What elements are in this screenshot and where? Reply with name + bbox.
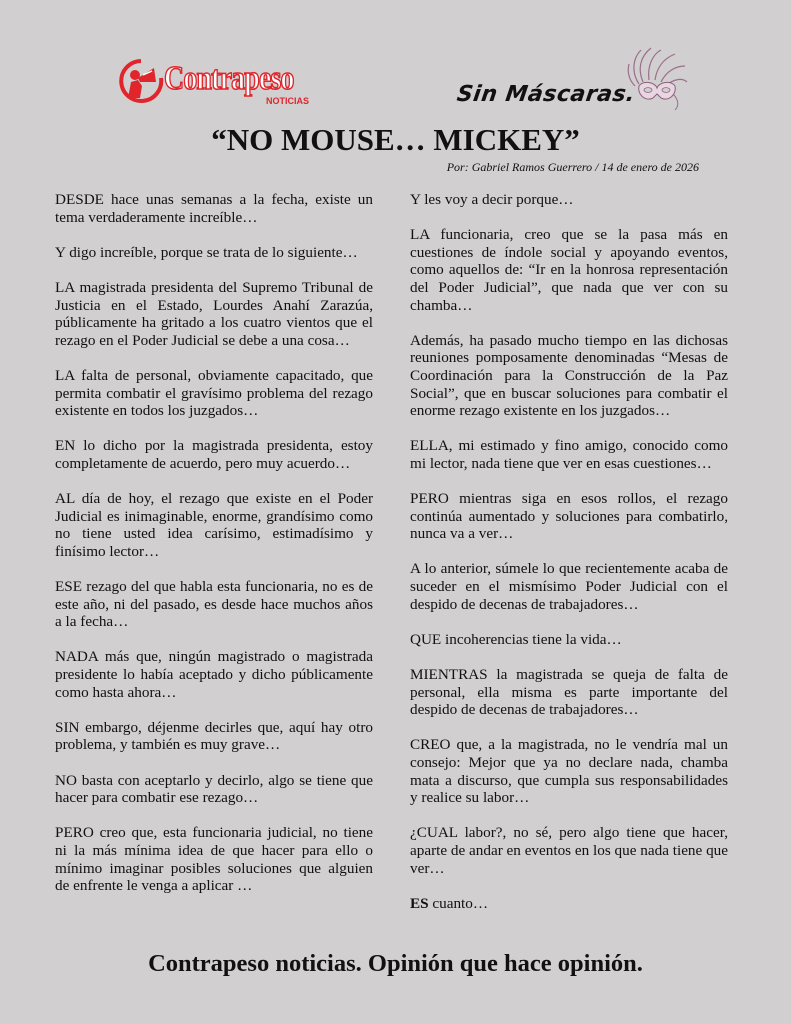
article-column-left bbox=[55, 191, 373, 912]
article-title: “NO MOUSE… MICKEY” bbox=[211, 122, 580, 157]
paragraph: NADA más que, ningún magistrado o magistrada presidente lo había aceptado y dicho públicamente como hasta ahora… bbox=[55, 648, 373, 701]
article-column-right bbox=[410, 191, 728, 930]
paragraph: CREO que, a la magistrada, no le vendría mal un consejo: Mejor que ya no declare nada, chamba mata a discurso, que cumpla sus responsabilidades y realice su labor… bbox=[410, 736, 728, 807]
paragraph: NO basta con aceptarlo y decirlo, algo se tiene que hacer para combatir ese rezago… bbox=[55, 771, 373, 807]
sin-mascaras-logo bbox=[455, 44, 695, 114]
paragraph: LA falta de personal, obviamente capacitado, que permita combatir el gravísimo problema del rezago existente en todos los juzgados… bbox=[55, 366, 373, 420]
paragraph: Además, ha pasado mucho tiempo en las dichosas reuniones pomposamente denominadas “Mesas de Coordinación para la Construcción de la Paz Social”, que en buscar soluciones para combatir el enorme rezago existente en los juzgados… bbox=[410, 331, 728, 420]
paragraph: SIN embargo, déjenme decirles que, aquí hay otro problema, y también es muy grave… bbox=[55, 718, 373, 754]
closing-rest: cuanto… bbox=[428, 894, 489, 912]
paragraph: Y digo increíble, porque se trata de lo siguiente… bbox=[55, 243, 358, 261]
closing-bold: ES bbox=[410, 894, 429, 912]
paragraph: A lo anterior, súmele lo que recientemente acaba de suceder en el mismísimo Poder Judicial con el despido de decenas de trabajadores… bbox=[410, 560, 728, 613]
carnival-mask-icon bbox=[625, 44, 689, 110]
megaphone-icon bbox=[118, 58, 164, 104]
paragraph: ESE rezago del que habla esta funcionaria, no es de este año, ni del pasado, es desde hace muchos años a la fecha… bbox=[55, 578, 373, 631]
paragraph: AL día de hoy, el rezago que existe en el Poder Judicial es inimaginable, enorme, grandísimo como no tiene usted idea carísimo, estimadísimo y finísimo lector… bbox=[55, 490, 373, 560]
article-byline: Por: Gabriel Ramos Guerrero / 14 de enero de 2026 bbox=[446, 160, 699, 174]
paragraph: ¿CUAL labor?, no sé, pero algo tiene que hacer, aparte de andar en eventos en los que nada tiene que ver… bbox=[410, 824, 728, 877]
paragraph: QUE incoherencias tiene la vida… bbox=[410, 630, 622, 648]
paragraph: DESDE hace unas semanas a la fecha, existe un tema verdaderamente increíble… bbox=[55, 191, 373, 226]
paragraph: Y les voy a decir porque… bbox=[410, 191, 574, 208]
footer-slogan: Contrapeso noticias. Opinión que hace opinión. bbox=[148, 950, 643, 977]
paragraph: PERO mientras siga en esos rollos, el rezago continúa aumentado y soluciones para combatirlo, nunca va a ver… bbox=[410, 490, 728, 543]
paragraph: LA magistrada presidenta del Supremo Tribunal de Justicia en el Estado, Lourdes Anahí Zarazúa, públicamente ha gritado a los cuatro vientos que el rezago en el Poder Judicial se debe a una cosa… bbox=[55, 278, 373, 349]
paragraph: LA funcionaria, creo que se la pasa más en cuestiones de índole social y apoyando eventos, como aquellos de: “Ir en la honrosa representación del Poder Judicial”, que nada que ver con su chamba… bbox=[410, 226, 728, 314]
paragraph: MIENTRAS la magistrada se queja de falta de personal, ella misma es parte importante del despido de decenas de trabajadores… bbox=[410, 666, 728, 719]
noticias-label: NOTICIAS bbox=[266, 96, 310, 106]
contrapeso-brand: Contrapeso bbox=[164, 60, 294, 97]
paragraph: EN lo dicho por la magistrada presidenta, estoy completamente de acuerdo, pero muy acuerdo… bbox=[55, 437, 373, 472]
sin-mascaras-text: Sin Máscaras. bbox=[455, 82, 637, 107]
paragraph: PERO creo que, esta funcionaria judicial, no tiene ni la más mínima idea de que hacer para ello o mínimo imaginar posibles soluciones que alguien de enfrente le venga a aplicar … bbox=[55, 824, 373, 895]
closing-paragraph bbox=[410, 895, 728, 913]
paragraph: ELLA, mi estimado y fino amigo, conocido como mi lector, nada tiene que ver en esas cuestiones… bbox=[410, 437, 728, 472]
contrapeso-logo bbox=[118, 58, 318, 110]
